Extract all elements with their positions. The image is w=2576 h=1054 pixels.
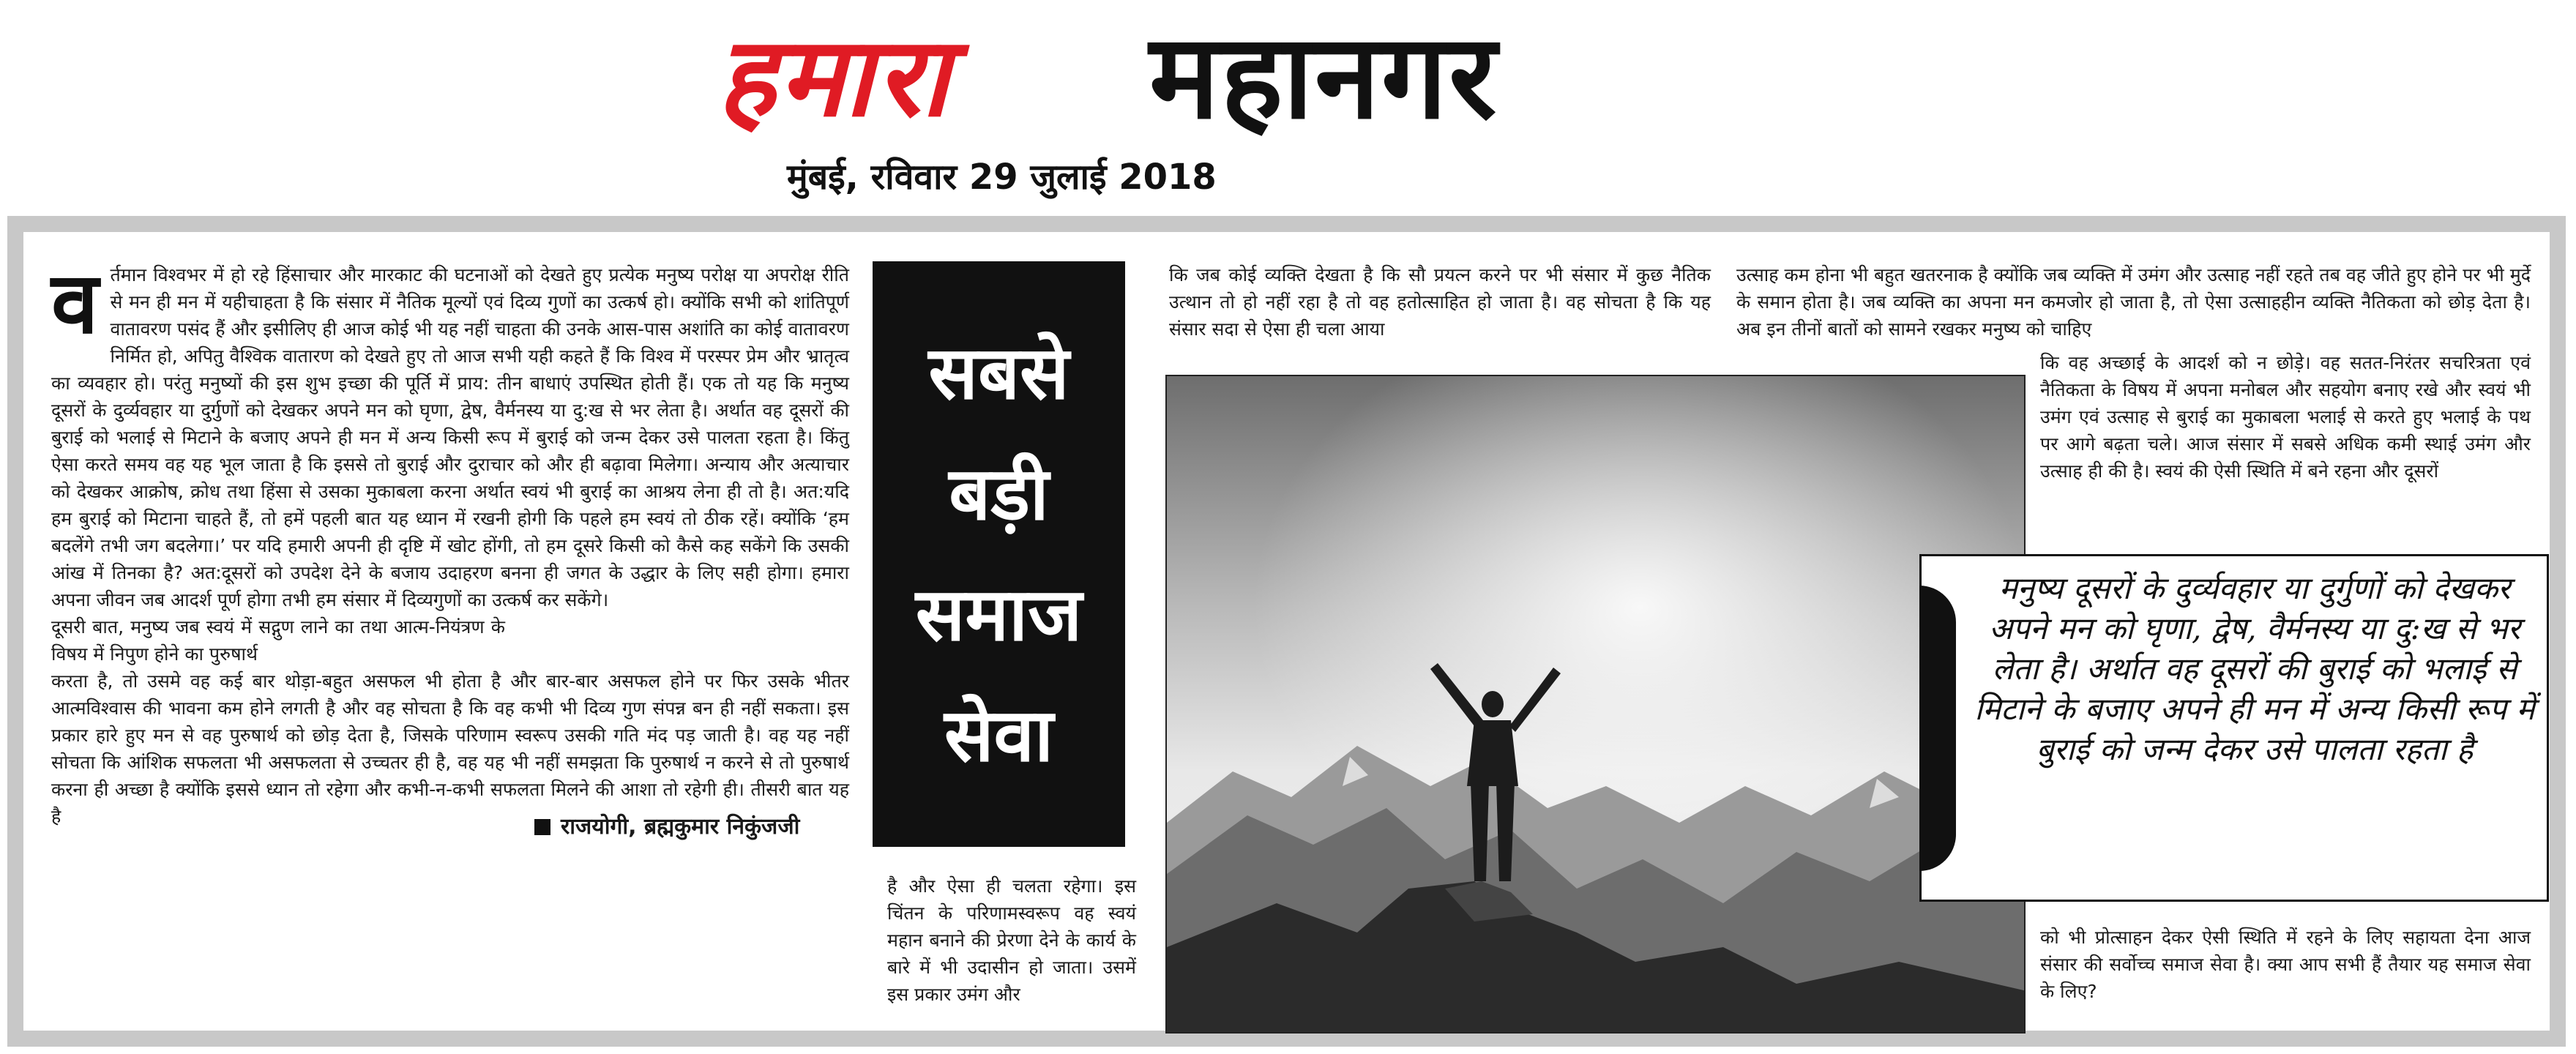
paragraph-2-intro: दूसरी बात, मनुष्य जब स्वयं में सद्गुण लाने का तथा आत्म-नियंत्रण के विषय में निपुण होने का पुरुषार्थ [51, 616, 505, 665]
article-photo [1165, 375, 2026, 1034]
column-4-top-text: उत्साह कम होना भी बहुत खतरनाक है क्योंकि जब व्यक्ति में उमंग और उत्साह नहीं रहते तब वह जीते हुए होने पर भी मुर्दे के समान होता है। जब व्यक्ति का अपना मन कमजोर हो जाता है, तो ऐसा उत्साहहीन व्यक्ति नैतिकता को छोड़ देता है। अब इन तीनों बातों को सामने रखकर मनुष्य को चाहिए [1736, 264, 2531, 340]
masthead-title-red: हमारा [717, 12, 952, 141]
column-3-text: कि जब कोई व्यक्ति देखता है कि सौ प्रयत्न करने पर भी संसार में कुछ नैतिक उत्थान तो हो नहीं रहा है तो वह हतोत्साहित हो जाता है। वह सोचता है कि यह संसार सदा से ऐसा ही चला आया [1169, 264, 1711, 340]
byline [534, 813, 799, 840]
column-4-mid-text: कि वह अच्छाई के आदर्श को न छोड़े। वह सतत-निरंतर सचरित्रता एवं नैतिकता के विषय में अपना मनोबल और सहयोग बनाए रखे और स्वयं भी उमंग एवं उत्साह से बुराई का मुकाबला भलाई से करते हुए भलाई के पथ पर आगे बढ़ता चले। आज संसार में सबसे अधिक कमी स्थाई उमंग और उत्साह ही की है। स्वयं की ऐसी स्थिति में बने रहना और दूसरों [2040, 352, 2531, 482]
article-body [23, 232, 2550, 1031]
paragraph-1 [51, 253, 849, 613]
mountain-summit-image [1167, 376, 2026, 1034]
column-1 [51, 253, 849, 840]
pull-quote-box [1919, 554, 2549, 902]
pull-quote-text: मनुष्य दूसरों के दुर्व्यवहार या दुर्गुणों को देखकर अपने मन को घृणा, द्वेष, वैर्मनस्य या दु:ख से भर लेता है। अर्थात वह दूसरों की बुराई को भलाई से मिटाने के बजाए अपने ही मन में अन्य किसी रूप में बुराई को जन्म देकर उसे पालता रहता है [1974, 570, 2535, 767]
column-4-mid [2040, 349, 2531, 485]
column-4-bottom [2040, 924, 2531, 1005]
headline-box [873, 261, 1125, 847]
column-4-bottom-text: को भी प्रोत्साहन देकर ऐसी स्थिति में रहने के लिए सहायता देना आज संसार की सर्वोच्च समाज सेवा है। क्या आप सभी हैं तैयार यह समाज सेवा के लिए? [2040, 927, 2531, 1002]
headline-line-1: सबसे [928, 330, 1069, 416]
paragraph-2-body: करता है, तो उसमे वह कई बार थोड़ा-बहुत असफल भी होता है और बार-बार असफल होने पर फिर उसके भीतर आत्मविश्वास की भावना कम होने लगती है और वह सोचता है कि वह कभी भी दिव्य गुण संपन्न बन ही नहीं सकता। इस प्रकार हारे हुए मन से वह पुरुषार्थ को छोड़ देता है, जिसके परिणाम स्वरूप उसकी गति मंद पड़ जाती है। वह यह नहीं सोचता कि आंशिक सफलता भी असफलता से उच्चतर ही है, वह यह भी नहीं समझता कि पुरुषार्थ न करने से तो पुरुषार्थ करना ही अच्छा है क्योंकि इससे ध्यान तो रहेगा और कभी-न-कभी सफलता मिलने की आशा तो रहेगी ही। तीसरी बात यह है [51, 670, 849, 827]
headline-line-4: सेवा [944, 692, 1054, 778]
paragraph-1-text: र्तमान विश्वभर में हो रहे हिंसाचार और मारकाट की घटनाओं को देखते हुए प्रत्येक मनुष्य परोक्ष या अपरोक्ष रीति से मन ही मन में यहीचाहता है कि संसार में नैतिक मूल्यों एवं दिव्य गुणों का उत्कर्ष हो। क्योंकि सभी को शांतिपूर्ण वातावरण पसंद हैं और इसीलिए ही आज कोई भी यह नहीं चाहता की उनके आस-पास अशांति का कोई वातावरण निर्मित हो, अपितु वैश्विक वातारण को देखते हुए तो आज सभी यही कहते हैं कि विश्व में परस्पर प्रेम और भ्रातृत्व का व्यवहार हो। परंतु मनुष्यों की इस शुभ इच्छा की पूर्ति में प्राय: तीन बाधाएं उपस्थित होती हैं। एक तो यह कि मनुष्य दूसरों के दुर्व्यवहार या दुर्गुणों को देखकर अपने मन को घृणा, द्वेष, वैर्मनस्य या दु:ख से भर लेता है। अर्थात वह दूसरों की बुराई को भलाई से मिटाने के बजाए अपने ही मन में अन्य किसी रूप में बुराई को जन्म देकर उसे पालता रहता है। किंतु ऐसा करते समय वह यह भूल जाता है कि इससे तो बुराई और दुराचार को और ही बढ़ावा मिलेगा। अन्याय और अत्याचार को देखकर आक्रोष, क्रोध तथा हिंसा से उसका मुकाबला करना अर्थात स्वयं भी बुराई का आश्रय लेना ही तो है। अत:यदि हम बुराई को मिटाना चाहते हैं, तो हमें पहली बात यह ध्यान में रखनी होगी कि पहले हम स्वयं तो ठीक रहें। क्योंकि ‘हम बदलेंगे तभी जग बदलेगा।’ पर यदि हमारी अपनी ही दृष्टि में खोट होंगी, तो हम दूसरे किसी को कैसे कह सकेंगे कि उसकी आंख में तिनका है? अत:दूसरों को उपदेश देने के बजाय उदाहरण बनना ही जगत के उद्धार के लिए सही होगा। हमारा अपना जीवन जब आदर्श पूर्ण होगा तभी हम संसार में दिव्यगुणों का उत्कर्ष कर सकेंगे। [51, 264, 849, 610]
byline-square-icon [534, 819, 550, 835]
headline-line-2: बड़ी [949, 451, 1049, 537]
masthead-title-black: महानगर [1149, 8, 1498, 145]
masthead [703, 8, 1947, 161]
drop-cap: व [51, 253, 99, 353]
column-2-text: है और ऐसा ही चलता रहेगा। इस चिंतन के परिणामस्वरूप वह स्वयं महान बनाने की प्रेरणा देने के कार्य के बारे में भी उदासीन हो जाता। उसमें इस प्रकार उमंग और [887, 875, 1136, 1005]
column-4-top [1736, 261, 2531, 343]
dateline: मुंबई, रविवार 29 जुलाई 2018 [787, 157, 1217, 198]
column-2 [887, 872, 1136, 1008]
headline-line-3: समाज [915, 572, 1083, 657]
pull-quote-tab [1919, 586, 1956, 871]
column-3 [1169, 261, 1711, 343]
article-frame [7, 216, 2566, 1047]
byline-author: राजयोगी, ब्रह्मकुमार निकुंजजी [561, 814, 800, 840]
